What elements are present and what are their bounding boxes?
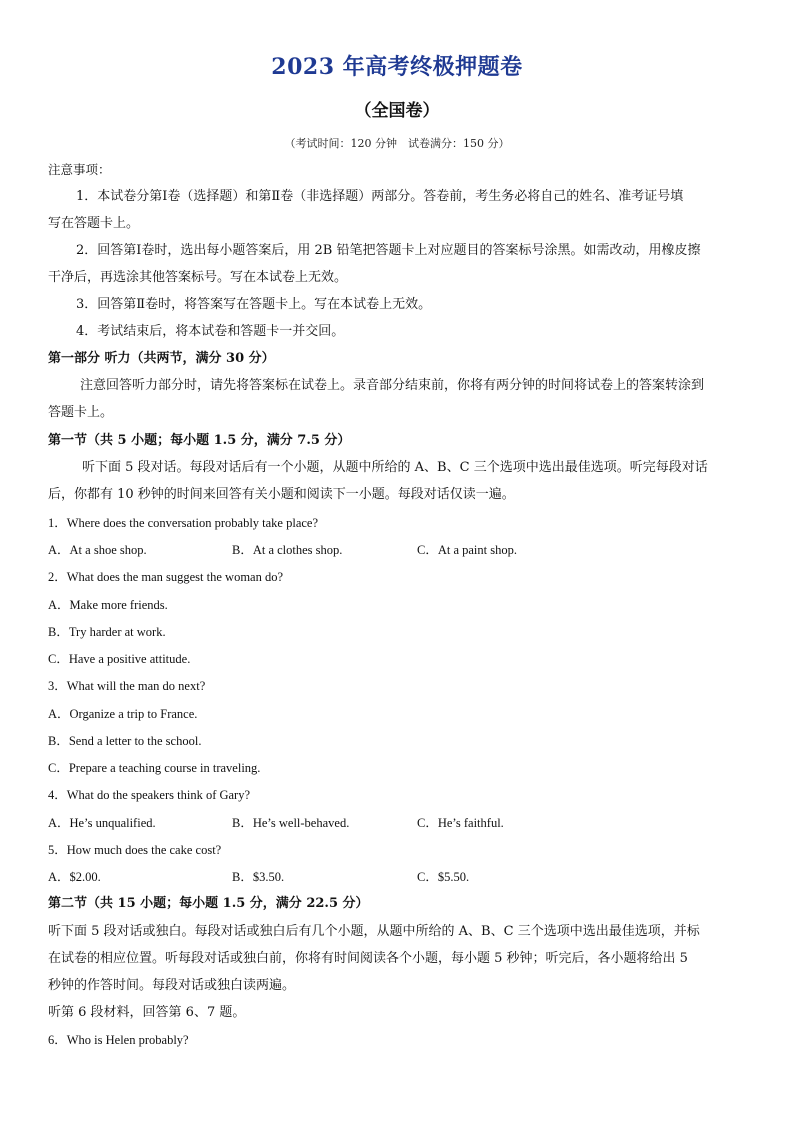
part1-intro-a: 注意回答听力部分时，请先将答案标在试卷上。录音部分结束前，你将有两分钟的时间将试卷上的答案转涂到 (80, 378, 705, 393)
question-6-stem: 6．Who is Helen probably? (48, 1033, 189, 1047)
question-2-stem: 2．What does the man suggest the woman do? (48, 570, 284, 584)
question-5-stem: 5．How much does the cake cost? (48, 843, 222, 857)
question-4-option-a: A．He’s unqualified. (48, 816, 156, 830)
question-4-option-b: B．He’s well-behaved. (232, 816, 350, 830)
question-2-option-a: A．Make more friends. (48, 598, 168, 612)
question-1-option-c: C．At a paint shop. (417, 543, 517, 557)
question-4-option-c: C．He’s faithful. (417, 816, 504, 830)
section1-heading: 第一节（共 5 小题；每小题 1.5 分，满分 7.5 分） (48, 433, 351, 448)
question-1-option-b: B．At a clothes shop. (232, 543, 343, 557)
notes-heading: 注意事项： (48, 162, 111, 177)
notes-item-2b: 干净后，再选涂其他答案标号。写在本试卷上无效。 (48, 270, 348, 285)
question-5-option-a: A．$2.00. (48, 870, 101, 884)
notes-item-1a: 1．本试卷分第Ⅰ卷（选择题）和第Ⅱ卷（非选择题）两部分。答卷前，考生务必将自己的姓名、准考证号填 (76, 189, 684, 204)
notes-item-3: 3．回答第Ⅱ卷时，将答案写在答题卡上。写在本试卷上无效。 (76, 297, 432, 312)
question-2-option-c: C．Have a positive attitude. (48, 652, 191, 666)
question-2-option-b: B．Try harder at work. (48, 625, 166, 639)
notes-item-2a: 2．回答第Ⅰ卷时，选出每小题答案后，用 2B 铅笔把答题卡上对应题目的答案标号涂黑。如需改动，用橡皮擦 (76, 243, 701, 258)
question-5-option-c: C．$5.50. (417, 870, 470, 884)
question-5-option-b: B．$3.50. (232, 870, 285, 884)
section2-heading: 第二节（共 15 小题；每小题 1.5 分，满分 22.5 分） (48, 896, 369, 911)
question-3-option-b: B．Send a letter to the school. (48, 734, 202, 748)
question-3-stem: 3．What will the man do next? (48, 679, 206, 693)
section2-intro-b: 在试卷的相应位置。听每段对话或独白前，你将有时间阅读各个小题，每小题 5 秒钟；听完后，各小题将给出 5 (48, 951, 688, 966)
question-1-option-a: A．At a shoe shop. (48, 543, 147, 557)
part1-heading: 第一部分 听力（共两节，满分 30 分） (48, 351, 275, 366)
exam-title: 2023 年高考终极押题卷 (271, 54, 523, 80)
exam-subtitle: （全国卷） (354, 101, 440, 121)
exam-info: （考试时间：120 分钟 试卷满分：150 分） (284, 137, 510, 150)
question-1-stem: 1．Where does the conversation probably take place? (48, 516, 319, 530)
section2-intro-a: 听下面 5 段对话或独白。每段对话或独白后有几个小题，从题中所给的 A、B、C 三个选项中选出最佳选项，并标 (48, 924, 700, 939)
question-4-stem: 4．What do the speakers think of Gary? (48, 788, 251, 802)
notes-item-4: 4．考试结束后，将本试卷和答题卡一并交回。 (76, 324, 345, 339)
question-3-option-a: A．Organize a trip to France. (48, 707, 198, 721)
notes-item-1b: 写在答题卡上。 (48, 216, 140, 231)
section2-intro-c: 秒钟的作答时间。每段对话或独白读两遍。 (48, 978, 296, 993)
question-3-option-c: C．Prepare a teaching course in traveling. (48, 761, 261, 775)
section1-intro-b: 后，你都有 10 秒钟的时间来回答有关小题和阅读下一小题。每段对话仅读一遍。 (48, 487, 515, 502)
section1-intro-a: 听下面 5 段对话。每段对话后有一个小题，从题中所给的 A、B、C 三个选项中选出最佳选项。听完每段对话 (82, 460, 708, 475)
section2-material: 听第 6 段材料，回答第 6、7 题。 (48, 1005, 246, 1020)
part1-intro-b: 答题卡上。 (48, 405, 114, 420)
